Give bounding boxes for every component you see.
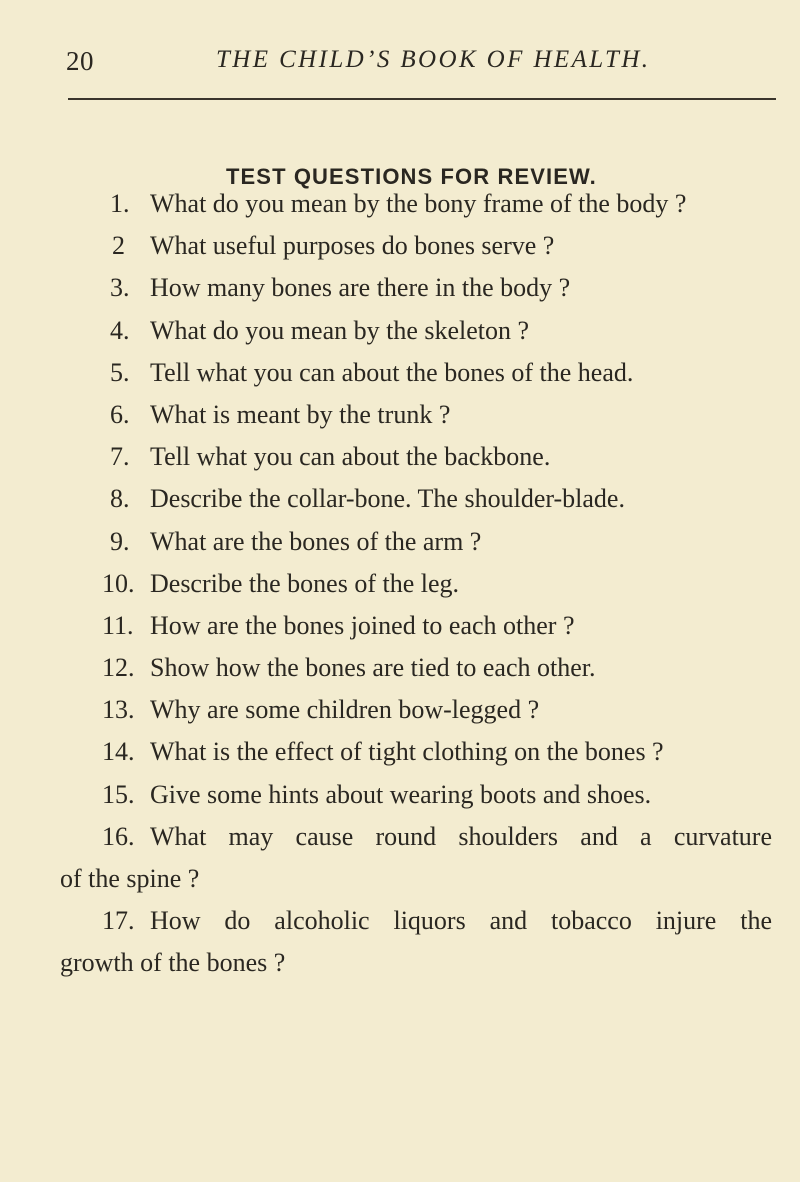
- question-text: What is meant by the trunk ?: [150, 399, 451, 429]
- question-item: [0, 183, 800, 225]
- question-text: Describe the bones of the leg.: [150, 568, 460, 598]
- question-item: [0, 731, 800, 773]
- question-text: How many bones are there in the body ?: [150, 273, 571, 303]
- question-text: What useful purposes do bones serve ?: [150, 231, 555, 261]
- question-list: [0, 183, 800, 985]
- question-text: What do you mean by the bony frame of the body ?: [150, 189, 687, 218]
- question-item: [0, 816, 800, 900]
- question-item: [0, 225, 800, 267]
- question-number: 12.: [102, 653, 135, 683]
- question-number: 17.: [102, 906, 135, 936]
- question-number: 7.: [110, 442, 130, 472]
- question-text: What are the bones of the arm ?: [150, 526, 482, 556]
- question-number: 4.: [110, 315, 130, 345]
- question-number: 9.: [110, 526, 130, 556]
- question-text: Describe the collar-bone. The shoulder-blade.: [150, 484, 625, 514]
- question-text: What is the effect of tight clothing on the bones ?: [150, 737, 664, 767]
- question-text: Why are some children bow-legged ?: [150, 695, 540, 725]
- question-item: [0, 436, 800, 478]
- question-text: Tell what you can about the bones of the head.: [150, 357, 634, 387]
- question-item: [0, 774, 800, 816]
- question-number: 2: [112, 231, 125, 261]
- header-rule: [68, 98, 776, 100]
- question-number: 3.: [110, 273, 130, 303]
- question-item: [0, 394, 800, 436]
- question-text: What do you mean by the skeleton ?: [150, 315, 530, 345]
- question-number: 8.: [110, 484, 130, 514]
- question-item: [0, 267, 800, 309]
- running-title: THE CHILD’S BOOK OF HEALTH.: [216, 46, 651, 73]
- question-number: 10.: [102, 568, 135, 598]
- question-number: 15.: [102, 779, 135, 809]
- question-text: How do alcoholic liquors and tobacco injure the: [150, 906, 772, 936]
- question-number: 11.: [102, 610, 134, 640]
- question-item: [0, 352, 800, 394]
- question-item: [0, 647, 800, 689]
- question-text-continued: of the spine ?: [60, 864, 200, 893]
- question-number: 6.: [110, 399, 130, 429]
- question-item: [0, 689, 800, 731]
- running-head: [66, 46, 756, 78]
- question-text: What may cause round shoulders and a curvature: [150, 821, 772, 851]
- question-item: [0, 605, 800, 647]
- question-text: Tell what you can about the backbone.: [150, 442, 551, 472]
- question-number: 14.: [102, 737, 135, 767]
- question-text: Show how the bones are tied to each other.: [150, 653, 596, 683]
- question-item: [0, 310, 800, 352]
- question-number: 13.: [102, 695, 135, 725]
- question-item: [0, 563, 800, 605]
- section-heading: TEST QUESTIONS FOR REVIEW.: [226, 164, 597, 189]
- question-item: [0, 478, 800, 520]
- question-number: 5.: [110, 357, 130, 387]
- question-item: [0, 521, 800, 563]
- page-number: 20: [66, 46, 94, 76]
- question-text-continued: growth of the bones ?: [60, 948, 286, 978]
- question-text: Give some hints about wearing boots and shoes.: [150, 779, 652, 809]
- question-number: 16.: [102, 821, 135, 851]
- question-text: How are the bones joined to each other ?: [150, 610, 575, 640]
- question-item: [0, 900, 800, 984]
- question-number: 1.: [110, 189, 130, 218]
